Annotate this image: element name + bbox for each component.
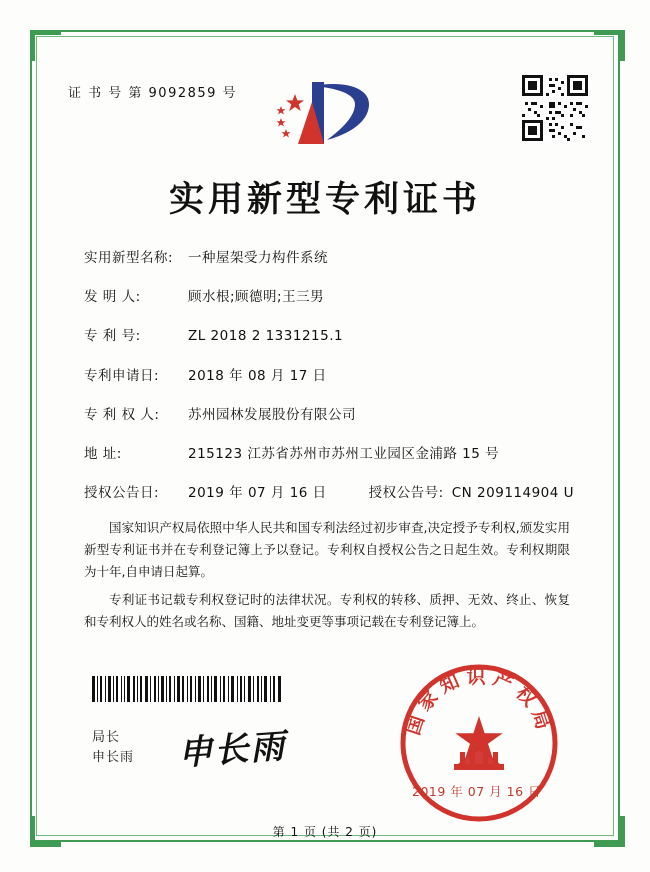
- director-name: 申长雨: [92, 750, 135, 766]
- field-label-application-date: 专利申请日:: [84, 367, 160, 384]
- field-row-patentee: [84, 407, 584, 423]
- field-row-inventor: [84, 289, 584, 305]
- field-row-patent-number: [84, 328, 584, 344]
- field-row-announcement: [84, 485, 584, 501]
- field-row-name: [84, 250, 584, 266]
- field-value-announcement-number: CN 209114904 U: [451, 485, 575, 502]
- cnipa-logo-icon: [265, 72, 385, 152]
- page-title: 实用新型专利证书: [168, 179, 481, 220]
- corner-ornament-top-right: [594, 30, 625, 61]
- field-label-patentee: 专 利 权 人:: [84, 406, 160, 423]
- barcode-icon: [92, 676, 282, 702]
- field-label-inventor: 发 明 人:: [84, 289, 141, 306]
- legal-paragraph-2: 专利证书记载专利权登记时的法律状况。专利权的转移、质押、无效、终止、恢复和专利权人的姓名或名称、国籍、地址变更等事项记载在专利登记簿上。: [84, 591, 570, 629]
- field-value-patentee: 苏州园林发展股份有限公司: [188, 406, 356, 423]
- field-value-announcement-date: 2019 年 07 月 16 日: [188, 485, 327, 502]
- corner-ornament-top-left: [30, 30, 61, 61]
- field-row-application-date: [84, 368, 584, 384]
- legal-paragraph-1: 国家知识产权局依照中华人民共和国专利法经过初步审查,决定授予专利权,颁发实用新型专利证书并在专利登记簿上予以登记。专利权自授权公告之日起生效。专利权期限为十年,自申请日起算。: [84, 520, 570, 579]
- qr-code-icon: [522, 75, 588, 141]
- seal-date: 2019 年 07 月 16 日: [412, 784, 541, 799]
- official-seal-icon: [396, 660, 562, 826]
- field-value-address: 215123 江苏省苏州市苏州工业园区金浦路 15 号: [188, 445, 500, 462]
- field-row-address: [84, 446, 584, 462]
- handwritten-signature: 申长雨: [176, 726, 288, 774]
- field-value-application-date: 2018 年 08 月 17 日: [188, 367, 327, 384]
- svg-text:国家知识产权局: 国家知识产权局: [401, 666, 557, 738]
- certificate-number: 证 书 号 第 9092859 号: [68, 86, 238, 101]
- signature-block: [92, 728, 134, 768]
- field-value-name: 一种屋架受力构件系统: [188, 250, 328, 266]
- field-value-inventor: 顾水根;顾德明;王三男: [188, 289, 325, 306]
- certificate-fields: [84, 250, 584, 524]
- field-label-announcement-date: 授权公告日:: [84, 485, 160, 502]
- field-value-patent-number: ZL 2018 2 1331215.1: [188, 328, 344, 345]
- field-label-name: 实用新型名称:: [84, 250, 174, 266]
- field-label-address: 地 址:: [84, 445, 122, 462]
- page-footer: 第 1 页 (共 2 页): [272, 825, 378, 839]
- legal-text: [84, 517, 570, 638]
- field-label-announcement-number: 授权公告号:: [368, 485, 444, 502]
- director-label: 局长: [92, 730, 121, 745]
- field-label-patent-number: 专 利 号:: [84, 328, 141, 345]
